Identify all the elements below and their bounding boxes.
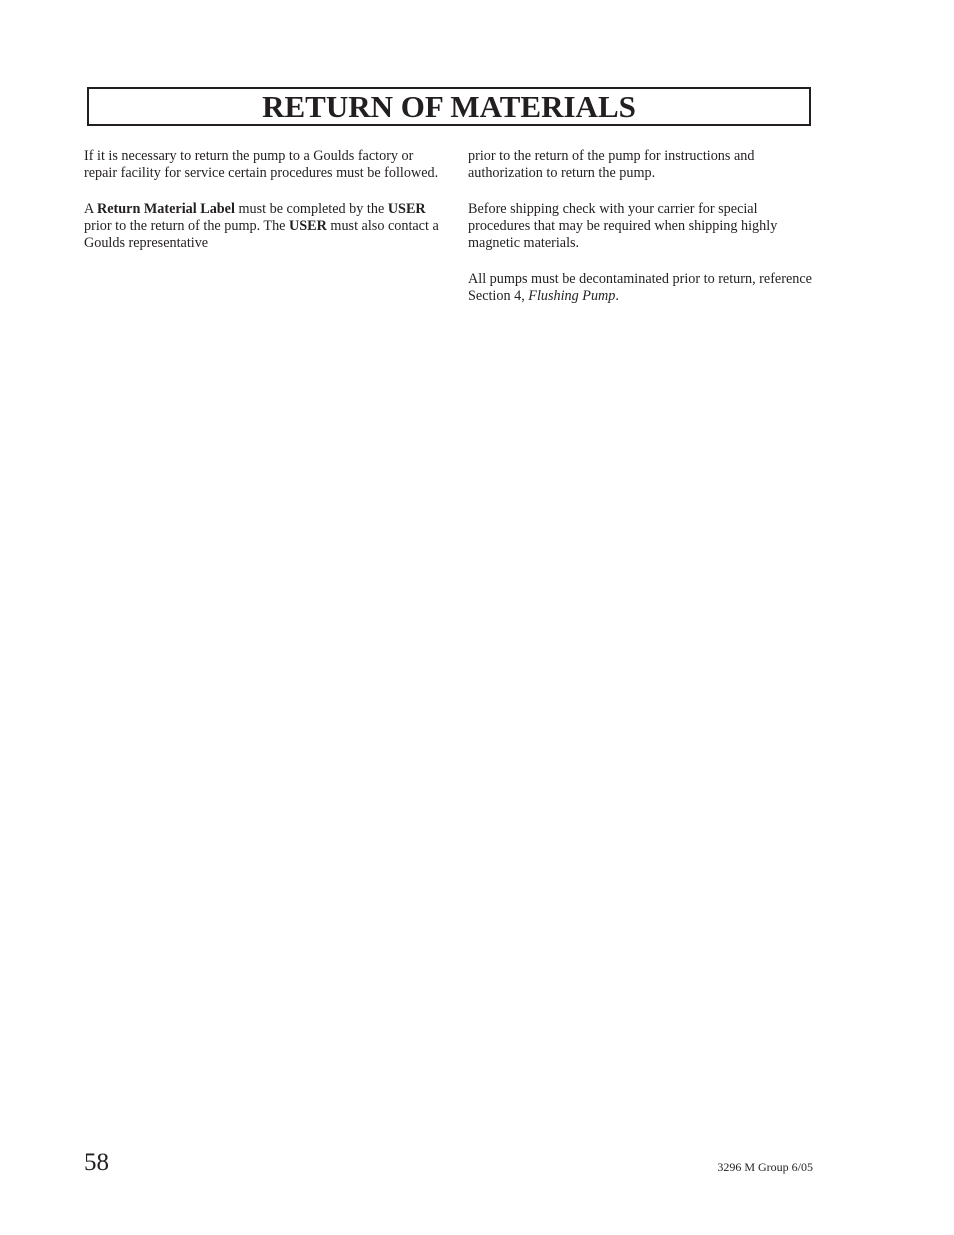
paragraph-shipping: Before shipping check with your carrier for special procedures that may be required when shipping highly magnetic materials.: [468, 200, 778, 252]
left-column: [84, 148, 439, 271]
text-run: .: [615, 288, 619, 305]
paragraph-continuation: prior to the return of the pump for instructions and authorization to return the pump.: [468, 148, 755, 182]
paragraph-return-intro: If it is necessary to return the pump to a Goulds factory or repair facility for service certain procedures must be followed.: [84, 148, 439, 182]
user-term: USER: [387, 200, 426, 217]
paragraph-return-label: [84, 201, 439, 253]
page-title: RETURN OF MATERIALS: [262, 89, 636, 124]
right-column: [468, 148, 823, 324]
flushing-pump-reference: Flushing Pump: [528, 288, 616, 305]
text-run: prior to the return of the pump. The: [84, 218, 290, 235]
paragraph-decontamination: [468, 271, 823, 305]
return-material-label-term: Return Material Label: [97, 200, 235, 217]
document-id: 3296 M Group 6/05: [717, 1160, 813, 1174]
title-box: [87, 87, 811, 126]
text-run: All pumps must be decontaminated prior to return, reference Section 4,: [468, 271, 812, 305]
page-number: 58: [84, 1149, 109, 1176]
text-run: must also contact a Goulds representative: [84, 218, 439, 252]
text-run: A: [84, 200, 98, 217]
text-run: must be completed by the: [234, 200, 388, 217]
user-term: USER: [289, 218, 327, 235]
